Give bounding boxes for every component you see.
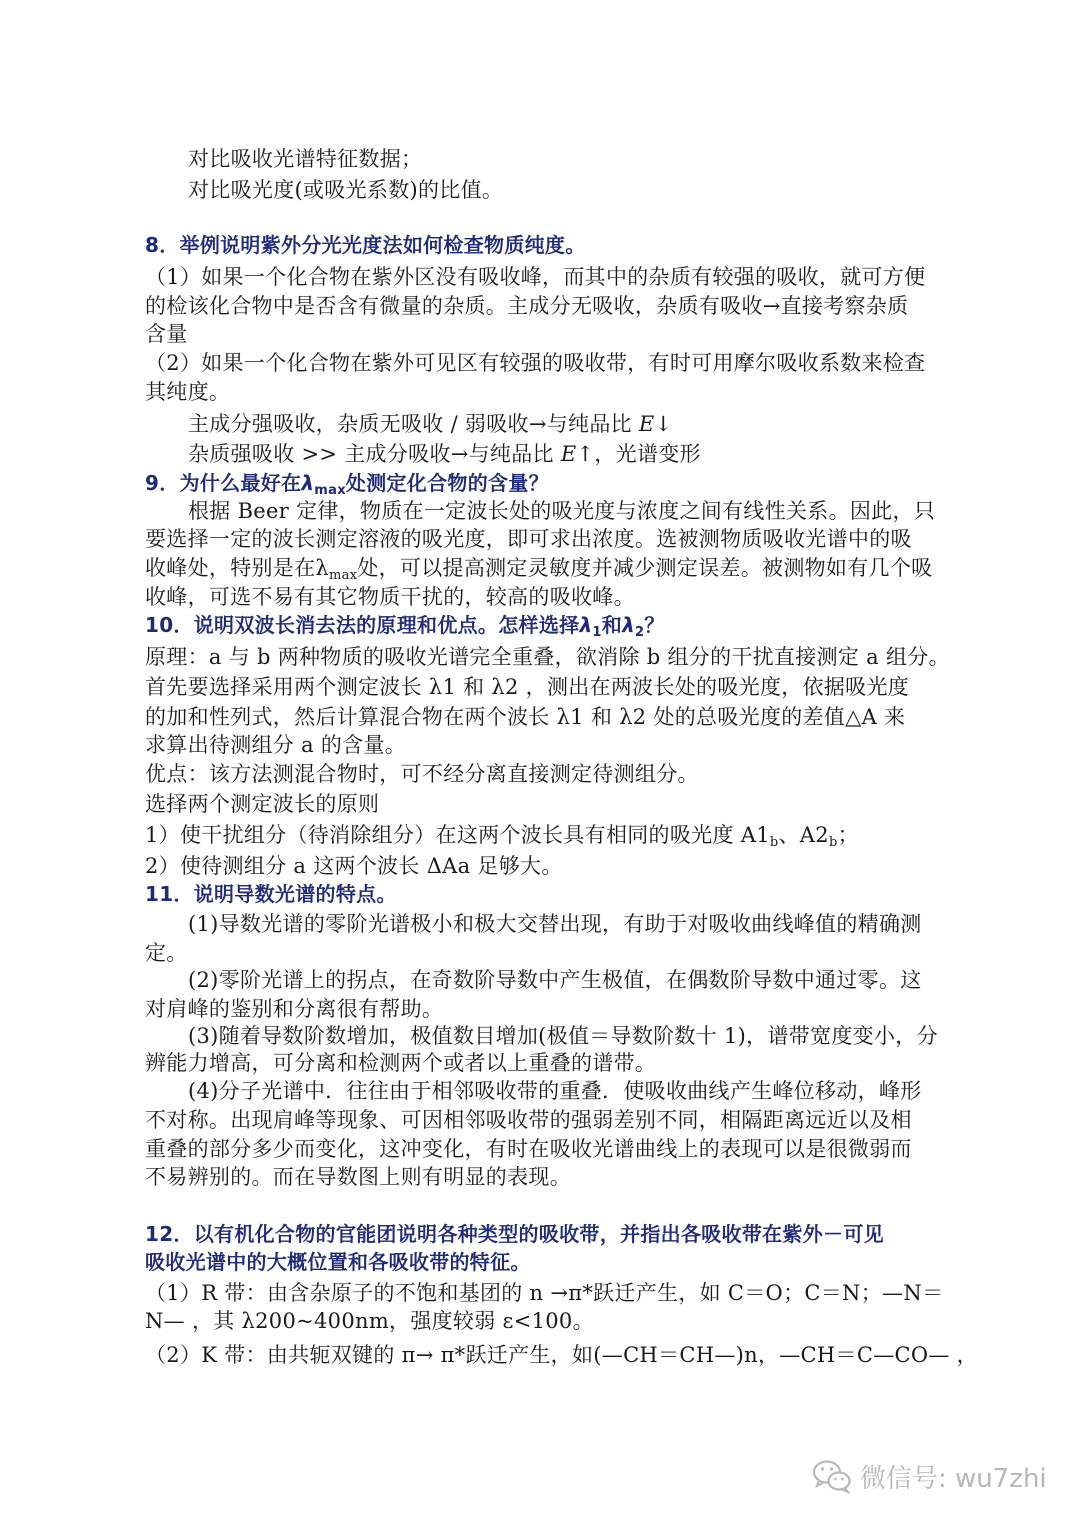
text-line: 原理：a 与 b 两种物质的吸收光谱完全重叠，欲消除 b 组分的干扰直接测定 a 组分。 [145,645,950,669]
text-line: 对比吸光度(或吸光系数)的比值。 [188,178,504,202]
text-line: 不易辨别的。而在导数图上则有明显的表现。 [145,1165,571,1189]
text-line: 对比吸收光谱特征数据； [188,147,423,171]
text-line: 要选择一定的波长测定溶液的吸光度，即可求出浓度。选被测物质吸收光谱中的吸 [145,527,912,551]
text-line: 对肩峰的鉴别和分离很有帮助。 [145,997,444,1021]
text-line: 杂质强吸收 >> 主成分吸收→与纯品比 E↑，光谱变形 [188,442,701,466]
text-line: 根据 Beer 定律，物质在一定波长处的吸光度与浓度之间有线性关系。因此，只 [188,499,936,523]
text-line: 重叠的部分多少而变化，这冲变化，有时在吸收光谱曲线上的表现可以是很微弱而 [145,1137,912,1161]
text-line: 其纯度。 [145,380,231,404]
text-line: （1）如果一个化合物在紫外区没有吸收峰，而其中的杂质有较强的吸收，就可方便 [145,265,926,289]
question-11-heading: 11．说明导数光谱的特点。 [145,882,397,906]
text-line: (1)导数光谱的零阶光谱极小和极大交替出现，有助于对吸收曲线峰值的精确测 [188,912,922,936]
text-line: 选择两个测定波长的原则 [145,792,380,816]
text-line: 辨能力增高，可分离和检测两个或者以上重叠的谱带。 [145,1051,657,1075]
watermark-text: 微信号: wu7zhi [860,1463,1047,1494]
text-line: （1）R 带：由含杂原子的不饱和基团的 n →π*跃迁产生，如 C＝O；C＝N；—N＝ [145,1281,944,1305]
text-line: （2）如果一个化合物在紫外可见区有较强的吸收带，有时可用摩尔吸收系数来检查 [145,351,926,375]
text-line: 收峰处，特别是在$\lambda_{max}$处，可以提高测定灵敏度并减少测定误差。被测物如有几个吸 [145,556,933,583]
text-line: 的加和性列式，然后计算混合物在两个波长 λ1 和 λ2 处的总吸光度的差值△A 来 [145,705,906,729]
text-line: 1）使干扰组分（待消除组分）在这两个波长具有相同的吸光度 $A1_b$、$A2_b$； [145,823,859,850]
text-line: (4)分子光谱中．往往由于相邻吸收带的重叠．使吸收曲线产生峰位移动，峰形 [188,1079,922,1103]
text-line: 收峰，可选不易有其它物质干扰的，较高的吸收峰。 [145,585,635,609]
question-10-heading: 10．说明双波长消去法的原理和优点。怎样选择$\lambda_1$和$\lambda_2$？ [145,613,665,640]
question-8-heading: 8．举例说明紫外分光光度法如何检查物质纯度。 [145,233,586,257]
text-line: (3)随着导数阶数增加，极值数目增加(极值＝导数阶数十 1)，谱带宽度变小，分 [188,1024,938,1048]
text-line: （2）K 带：由共轭双键的 π→ π*跃迁产生，如(—CH＝CH—)n，—CH＝C—CO— ， [145,1343,978,1367]
text-line: 的检该化合物中是否含有微量的杂质。主成分无吸收，杂质有吸收→直接考察杂质 [145,294,909,318]
wechat-icon [812,1458,852,1494]
question-12-heading: 12．以有机化合物的官能团说明各种类型的吸收带，并指出各吸收带在紫外－可见 [145,1222,884,1246]
question-9-heading: 9．为什么最好在$\lambda_{max}$处测定化合物的含量？ [145,471,549,498]
text-line: 首先要选择采用两个测定波长 λ1 和 λ2 ，测出在两波长处的吸光度，依据吸光度 [145,675,910,699]
text-line: 定。 [145,941,188,965]
text-line: 2）使待测组分 a 这两个波长 ΔAa 足够大。 [145,854,563,878]
text-line: N— ，其 λ200~400nm，强度较弱 ε<100。 [145,1309,594,1333]
text-line: 不对称。出现肩峰等现象、可因相邻吸收带的强弱差别不同，相隔距离远近以及相 [145,1108,912,1132]
question-12-heading: 吸收光谱中的大概位置和各吸收带的特征。 [145,1250,531,1274]
text-line: 求算出待测组分 a 的含量。 [145,733,407,757]
text-line: 优点：该方法测混合物时，可不经分离直接测定待测组分。 [145,762,699,786]
text-line: 含量 [145,322,188,346]
wechat-watermark [812,1448,1047,1504]
text-line: (2)零阶光谱上的拐点，在奇数阶导数中产生极值，在偶数阶导数中通过零。这 [188,968,922,992]
text-line: 主成分强吸收，杂质无吸收 / 弱吸收→与纯品比 E↓ [188,412,673,436]
